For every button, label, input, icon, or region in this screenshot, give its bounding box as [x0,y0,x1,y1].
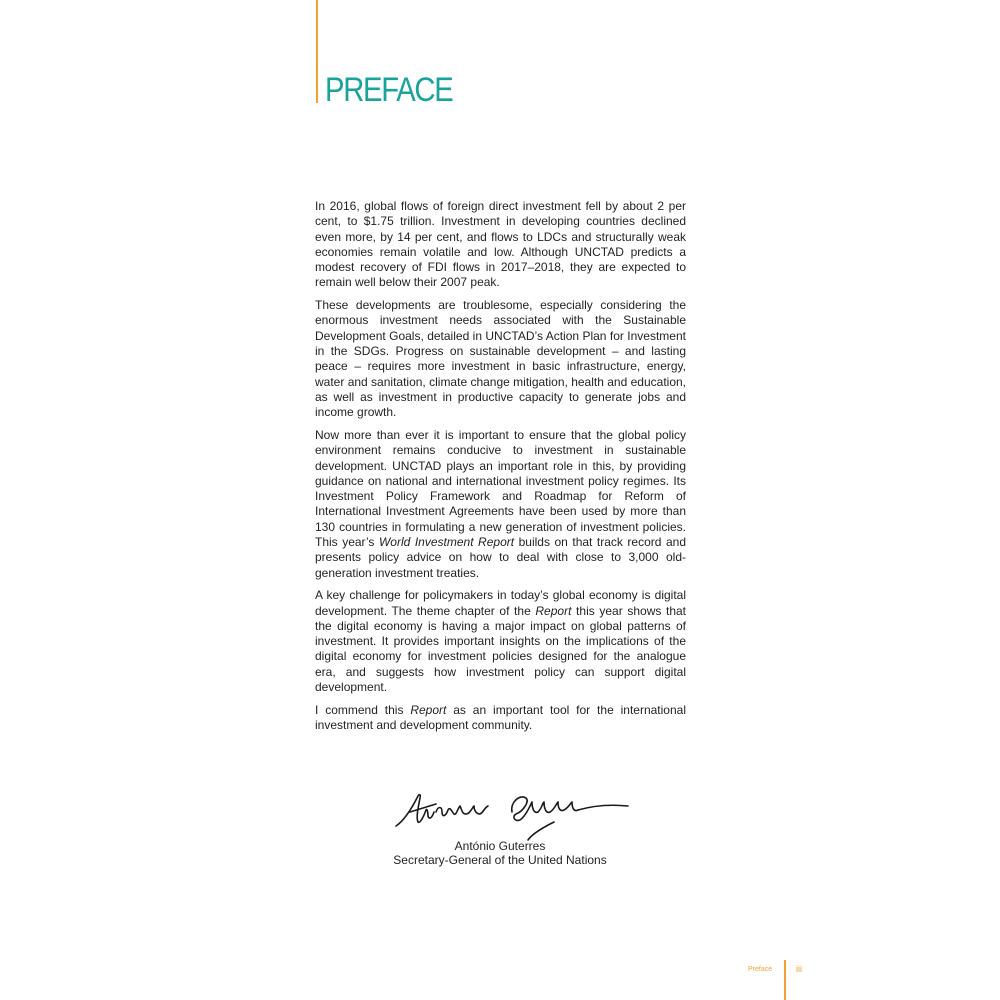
report-italic-2: Report [410,702,447,717]
paragraph-4-text-after: this year shows that the digital economy is having a major impact on global patterns of investment. It provides important insights on the implications of the digital economy for investment policies designed for the analogue era, and suggests how investment policy can support digital development. [315,603,687,695]
paragraph-3 [315,428,686,581]
paragraph-2: These developments are troublesome, especially considering the enormous investment needs associated with the Sustainable Development Goals, detailed in UNCTAD’s Action Plan for Investment in the SDGs. Progress on sustainable development – and lasting peace – requires more investment in basic infrastructure, energy, water and sanitation, climate change mitigation, health and education, as well as investment in productive capacity to generate jobs and income growth. [315,298,686,420]
report-italic: Report [535,603,572,618]
signatory-title: Secretary-General of the United Nations [393,853,607,867]
report-title-italic: World Investment Report [378,535,515,550]
paragraph-1: In 2016, global flows of foreign direct investment fell by about 2 per cent, to $1.75 trillion. Investment in developing countries declined even more, by 14 per cent, and flows to LDCs and structurally weak economies remain volatile and low. Although UNCTAD predicts a modest recovery of FDI flows in 2017–2018, they are expected to remain well below their 2007 peak. [315,199,686,290]
page-title: PREFACE [325,71,453,109]
paragraph-3-text-after: builds on that track record and presents policy advice on how to deal with close to 3,000 old-generation investment treaties. [315,535,687,580]
footer-section-label: Preface [748,966,773,973]
preface-body [315,199,686,741]
paragraph-5 [315,703,686,734]
header-accent-bar [316,0,318,103]
paragraph-4 [315,588,686,695]
paragraph-5-text-before: I commend this [315,702,411,717]
signature-image [392,782,632,842]
paragraph-5-text-after: as an important tool for the international investment and development community. [315,702,686,733]
footer-page-number: iii [796,964,802,974]
footer-accent-bar [784,960,786,1000]
paragraph-3-text-before: Now more than ever it is important to ensure that the global policy environment remains conducive to investment in sustainable development. UNCTAD plays an important role in this, by providing guidance on national and international investment policy regimes. Its Investment Policy Framework and Roadmap for Reform of International Investment Agreements have been used by more than 130 countries in formulating a new generation of investment policies. This year’s [315,427,686,550]
signatory-name: António Guterres [454,839,546,853]
paragraph-4-text-before: A key challenge for policymakers in today’s global economy is digital development. The theme chapter of the [315,588,686,618]
